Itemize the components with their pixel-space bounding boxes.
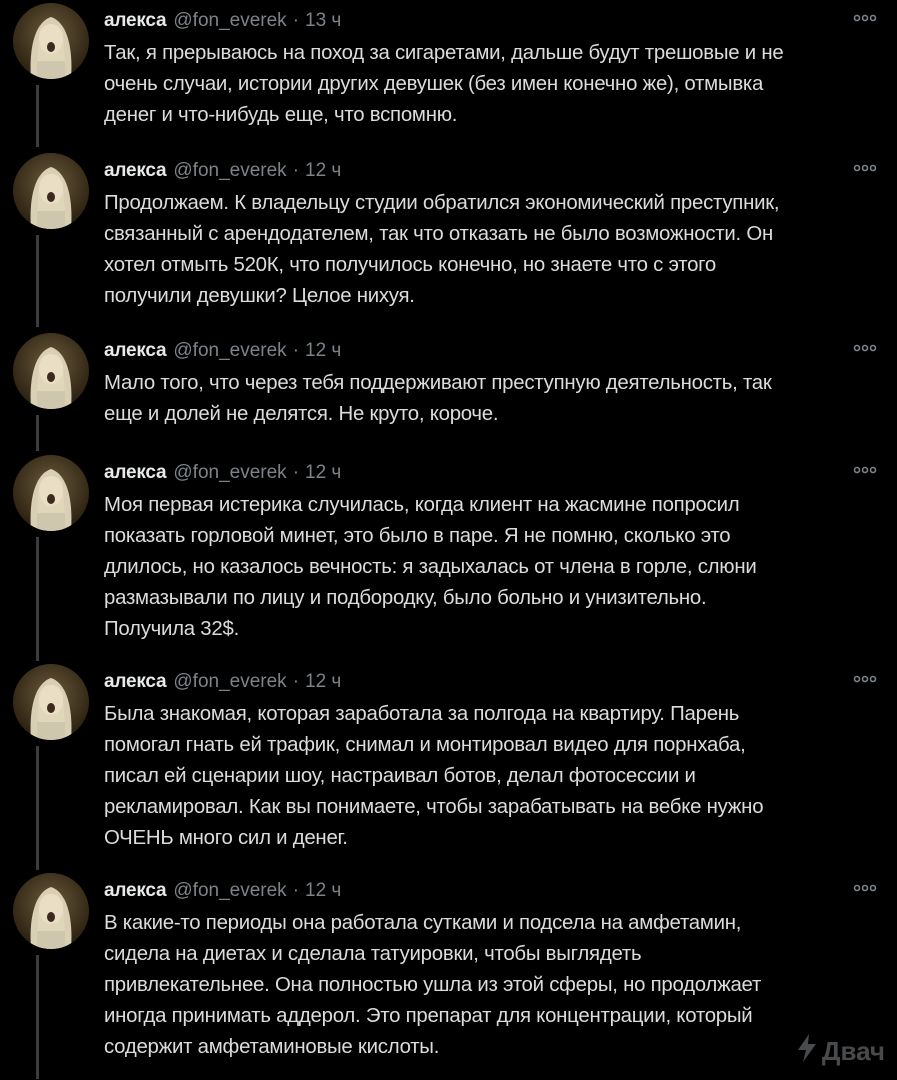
avatar[interactable] — [13, 333, 89, 409]
tweet-content — [104, 155, 877, 312]
tweet-header — [104, 875, 877, 907]
avatar[interactable] — [13, 455, 89, 531]
avatar-column — [13, 664, 89, 740]
tweet-content — [104, 875, 877, 1063]
more-icon[interactable] — [853, 161, 877, 173]
avatar-column — [13, 333, 89, 409]
author-name[interactable]: алекса — [104, 462, 167, 483]
more-icon[interactable] — [853, 341, 877, 353]
timestamp[interactable]: 12 ч — [305, 880, 342, 901]
more-icon[interactable] — [853, 672, 877, 684]
thread-connector — [36, 415, 39, 451]
timestamp[interactable]: 13 ч — [305, 10, 342, 31]
author-handle[interactable]: @fon_everek — [173, 671, 287, 692]
timestamp[interactable]: 12 ч — [305, 671, 342, 692]
tweet-content — [104, 457, 877, 645]
tweet-text: Была знакомая, которая заработала за полгода на квартиру. Парень помогал гнать ей трафик, снимал и монтировал видео для порнхаба, писал ей сценарии шоу, настраивал ботов, делал фотосессии и рекламировал. Как вы понимаете, чтобы зарабатывать на вебке нужно ОЧЕНЬ много сил и денег. — [104, 703, 764, 849]
author-handle[interactable]: @fon_everek — [173, 880, 287, 901]
separator: · — [292, 671, 300, 692]
tweet-header — [104, 457, 877, 489]
tweet-header — [104, 335, 877, 367]
author-name[interactable]: алекса — [104, 880, 167, 901]
thread-connector — [36, 85, 39, 147]
tweet-header — [104, 666, 877, 698]
author-handle[interactable]: @fon_everek — [173, 340, 287, 361]
author-name[interactable]: алекса — [104, 160, 167, 181]
watermark-text: Двач — [821, 1036, 885, 1066]
separator: · — [292, 340, 300, 361]
tweet-text: Мало того, что через тебя поддерживают преступную деятельность, так еще и долей не делятся. Не круто, короче. — [104, 372, 772, 425]
tweet-header — [104, 155, 877, 187]
more-icon[interactable] — [853, 881, 877, 893]
avatar-column — [13, 455, 89, 531]
separator: · — [292, 10, 300, 31]
author-handle[interactable]: @fon_everek — [173, 160, 287, 181]
thread-connector — [36, 537, 39, 661]
tweet-content — [104, 5, 877, 131]
timestamp[interactable]: 12 ч — [305, 160, 342, 181]
author-handle[interactable]: @fon_everek — [173, 462, 287, 483]
separator: · — [292, 880, 300, 901]
avatar-column — [13, 873, 89, 949]
lightning-icon — [796, 1033, 818, 1070]
tweet-content — [104, 666, 877, 854]
more-icon[interactable] — [853, 11, 877, 23]
author-handle[interactable]: @fon_everek — [173, 10, 287, 31]
tweet-text: Так, я прерываюсь на поход за сигаретами, дальше будут трешовые и не очень случаи, истории других девушек (без имен конечно же), отмывка денег и что-нибудь еще, что вспомню. — [104, 42, 784, 126]
avatar[interactable] — [13, 153, 89, 229]
tweet-text: В какие-то периоды она работала сутками и подсела на амфетамин, сидела на диетах и сделала татуировки, чтобы выглядеть привлекательнее. Она полностью ушла из этой сферы, но продолжает иногда принимать аддерол. Это препарат для концентрации, который содержит амфетаминовые кислоты. — [104, 912, 762, 1058]
avatar-column — [13, 153, 89, 229]
thread-connector — [36, 235, 39, 327]
author-name[interactable]: алекса — [104, 10, 167, 31]
tweet-header — [104, 5, 877, 37]
separator: · — [292, 462, 300, 483]
tweet-content — [104, 335, 877, 430]
timestamp[interactable]: 12 ч — [305, 462, 342, 483]
avatar-column — [13, 3, 89, 79]
tweet-text: Моя первая истерика случилась, когда клиент на жасмине попросил показать горловой минет, это было в паре. Я не помню, сколько это длилось, но казалось вечность: я задыхалась от члена в горле, слюни размазывали по лицу и подбородку, было больно и унизительно. Получила 32$. — [104, 494, 757, 640]
separator: · — [292, 160, 300, 181]
author-name[interactable]: алекса — [104, 671, 167, 692]
more-icon[interactable] — [853, 463, 877, 475]
thread-connector — [36, 955, 39, 1079]
avatar[interactable] — [13, 664, 89, 740]
avatar[interactable] — [13, 873, 89, 949]
timestamp[interactable]: 12 ч — [305, 340, 342, 361]
avatar[interactable] — [13, 3, 89, 79]
thread-connector — [36, 746, 39, 870]
author-name[interactable]: алекса — [104, 340, 167, 361]
tweet-text: Продолжаем. К владельцу студии обратился экономический преступник, связанный с арендодателем, так что отказать не было возможности. Он хотел отмыть 520К, что получилось конечно, но знаете что с этого получили девушки? Целое нихуя. — [104, 192, 780, 307]
watermark — [796, 1033, 885, 1070]
